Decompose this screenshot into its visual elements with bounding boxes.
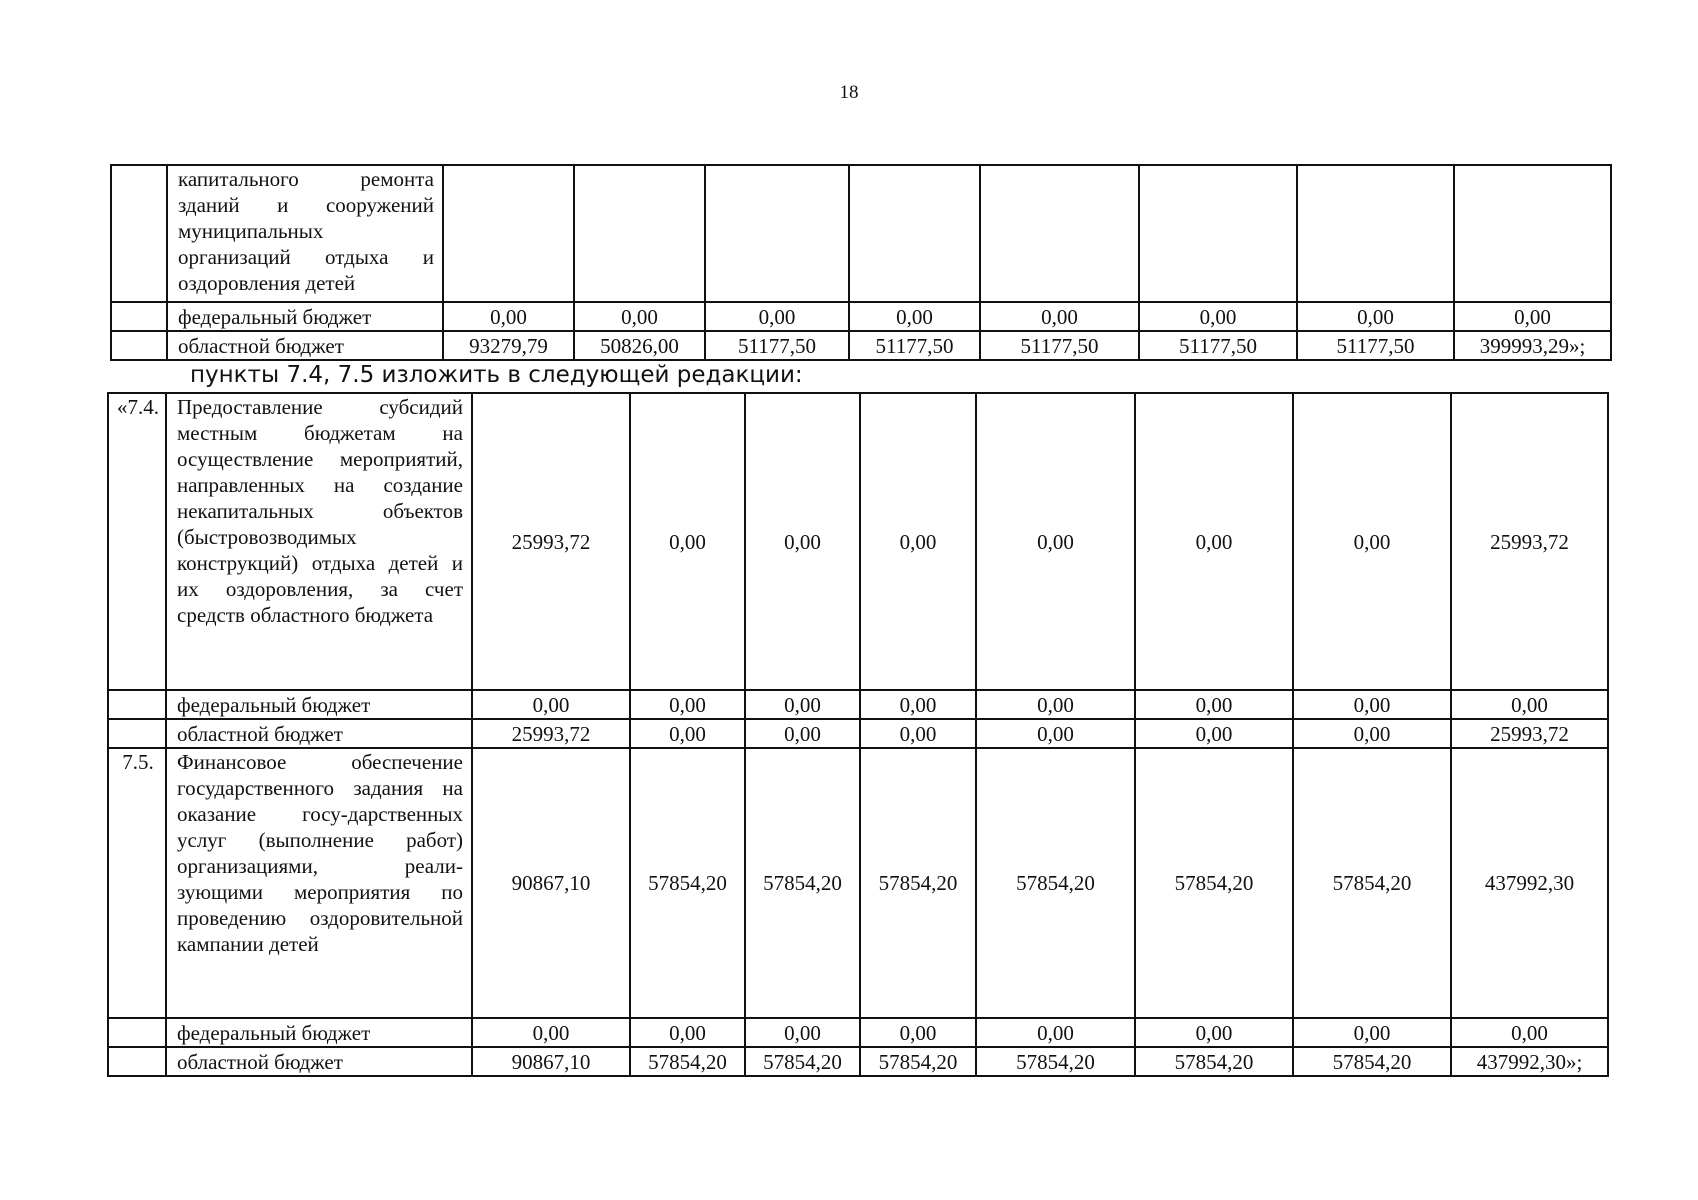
item-number-cell	[111, 302, 167, 331]
federal-budget-label: федеральный бюджет	[166, 1018, 472, 1047]
item-number-cell	[108, 1018, 166, 1047]
value-cell: 57854,20	[745, 1047, 860, 1076]
value-cell: 0,00	[849, 302, 980, 331]
value-cell: 0,00	[1293, 393, 1451, 690]
value-cell: 57854,20	[976, 1047, 1135, 1076]
value-cell: 0,00	[1139, 302, 1297, 331]
amendment-instruction: пункты 7.4, 7.5 изложить в следующей редакции:	[190, 362, 803, 388]
value-cell: 0,00	[630, 690, 745, 719]
value-cell: 57854,20	[976, 748, 1135, 1018]
value-cell	[1139, 165, 1297, 302]
item-number-cell	[108, 719, 166, 748]
value-cell: 0,00	[976, 393, 1135, 690]
value-cell: 0,00	[705, 302, 849, 331]
value-cell	[1297, 165, 1454, 302]
federal-budget-label: федеральный бюджет	[166, 690, 472, 719]
value-cell: 0,00	[472, 1018, 630, 1047]
item-number-cell	[108, 1047, 166, 1076]
value-cell: 0,00	[443, 302, 574, 331]
value-cell: 0,00	[1135, 719, 1293, 748]
value-cell: 0,00	[745, 719, 860, 748]
value-cell: 57854,20	[1135, 748, 1293, 1018]
page-number: 18	[839, 82, 859, 103]
budget-table-items	[107, 392, 1609, 1077]
value-cell: 25993,72	[472, 393, 630, 690]
table-row-item-74	[108, 393, 1608, 690]
value-cell: 0,00	[1451, 690, 1608, 719]
value-cell: 25993,72	[1451, 393, 1608, 690]
value-cell: 57854,20	[630, 1047, 745, 1076]
value-cell: 0,00	[574, 302, 705, 331]
value-cell: 0,00	[1451, 1018, 1608, 1047]
value-cell: 0,00	[980, 302, 1139, 331]
table-row-regional	[111, 331, 1611, 360]
value-cell: 0,00	[860, 393, 976, 690]
item-number: «7.4.	[108, 393, 166, 690]
value-cell: 0,00	[1297, 302, 1454, 331]
value-cell: 0,00	[630, 1018, 745, 1047]
value-cell: 57854,20	[1135, 1047, 1293, 1076]
table-row-regional	[108, 719, 1608, 748]
value-cell: 51177,50	[1297, 331, 1454, 360]
value-cell: 0,00	[1135, 1018, 1293, 1047]
value-cell: 0,00	[976, 690, 1135, 719]
value-cell: 50826,00	[574, 331, 705, 360]
value-cell: 0,00	[1293, 690, 1451, 719]
value-cell: 437992,30	[1451, 748, 1608, 1018]
table-row-federal	[108, 690, 1608, 719]
value-cell	[443, 165, 574, 302]
value-cell: 0,00	[860, 719, 976, 748]
value-cell: 51177,50	[705, 331, 849, 360]
value-cell: 0,00	[745, 393, 860, 690]
value-cell	[705, 165, 849, 302]
regional-budget-label: областной бюджет	[167, 331, 443, 360]
regional-budget-label: областной бюджет	[166, 1047, 472, 1076]
table-row-description	[111, 165, 1611, 302]
value-cell: 0,00	[630, 393, 745, 690]
value-cell: 51177,50	[1139, 331, 1297, 360]
value-cell: 0,00	[630, 719, 745, 748]
value-cell: 0,00	[976, 719, 1135, 748]
value-cell: 51177,50	[849, 331, 980, 360]
value-cell: 57854,20	[1293, 1047, 1451, 1076]
item-number-cell	[111, 331, 167, 360]
value-cell: 51177,50	[980, 331, 1139, 360]
value-cell: 25993,72	[472, 719, 630, 748]
value-cell: 57854,20	[860, 1047, 976, 1076]
federal-budget-label: федеральный бюджет	[167, 302, 443, 331]
regional-budget-label: областной бюджет	[166, 719, 472, 748]
value-cell: 90867,10	[472, 748, 630, 1018]
budget-table-continued	[110, 164, 1612, 361]
value-cell	[849, 165, 980, 302]
value-cell: 0,00	[745, 690, 860, 719]
item-description: капитального ремонта зданий и сооружений муниципальных организаций отдыха и оздоровления детей	[167, 165, 443, 302]
value-cell: 0,00	[1293, 719, 1451, 748]
value-cell: 0,00	[472, 690, 630, 719]
value-cell: 0,00	[1135, 393, 1293, 690]
item-number-cell	[111, 165, 167, 302]
value-cell: 0,00	[1135, 690, 1293, 719]
value-cell: 57854,20	[745, 748, 860, 1018]
value-cell	[1454, 165, 1611, 302]
table-row-federal	[111, 302, 1611, 331]
value-cell: 93279,79	[443, 331, 574, 360]
value-cell: 0,00	[976, 1018, 1135, 1047]
table-row-federal	[108, 1018, 1608, 1047]
value-cell: 0,00	[745, 1018, 860, 1047]
table-row-regional	[108, 1047, 1608, 1076]
item-description: Финансовое обеспечение государственного задания на оказание госу-дарственных услуг (выполнение работ) организациями, реали-зующими мероприятия по проведению оздоровительной кампании детей	[166, 748, 472, 1018]
value-cell: 0,00	[1293, 1018, 1451, 1047]
value-cell: 437992,30»;	[1451, 1047, 1608, 1076]
value-cell: 25993,72	[1451, 719, 1608, 748]
item-number-cell	[108, 690, 166, 719]
value-cell: 57854,20	[1293, 748, 1451, 1018]
value-cell	[574, 165, 705, 302]
value-cell: 90867,10	[472, 1047, 630, 1076]
value-cell	[980, 165, 1139, 302]
value-cell: 0,00	[860, 690, 976, 719]
value-cell: 399993,29»;	[1454, 331, 1611, 360]
item-number: 7.5.	[108, 748, 166, 1018]
table-row-item-75	[108, 748, 1608, 1018]
value-cell: 57854,20	[860, 748, 976, 1018]
item-description: Предоставление субсидий местным бюджетам на осуществление мероприятий, направленных на создание некапитальных объектов (быстровозводимых конструкций) отдыха детей и их оздоровления, за счет средств областного бюджета	[166, 393, 472, 690]
value-cell: 0,00	[860, 1018, 976, 1047]
value-cell: 57854,20	[630, 748, 745, 1018]
value-cell: 0,00	[1454, 302, 1611, 331]
